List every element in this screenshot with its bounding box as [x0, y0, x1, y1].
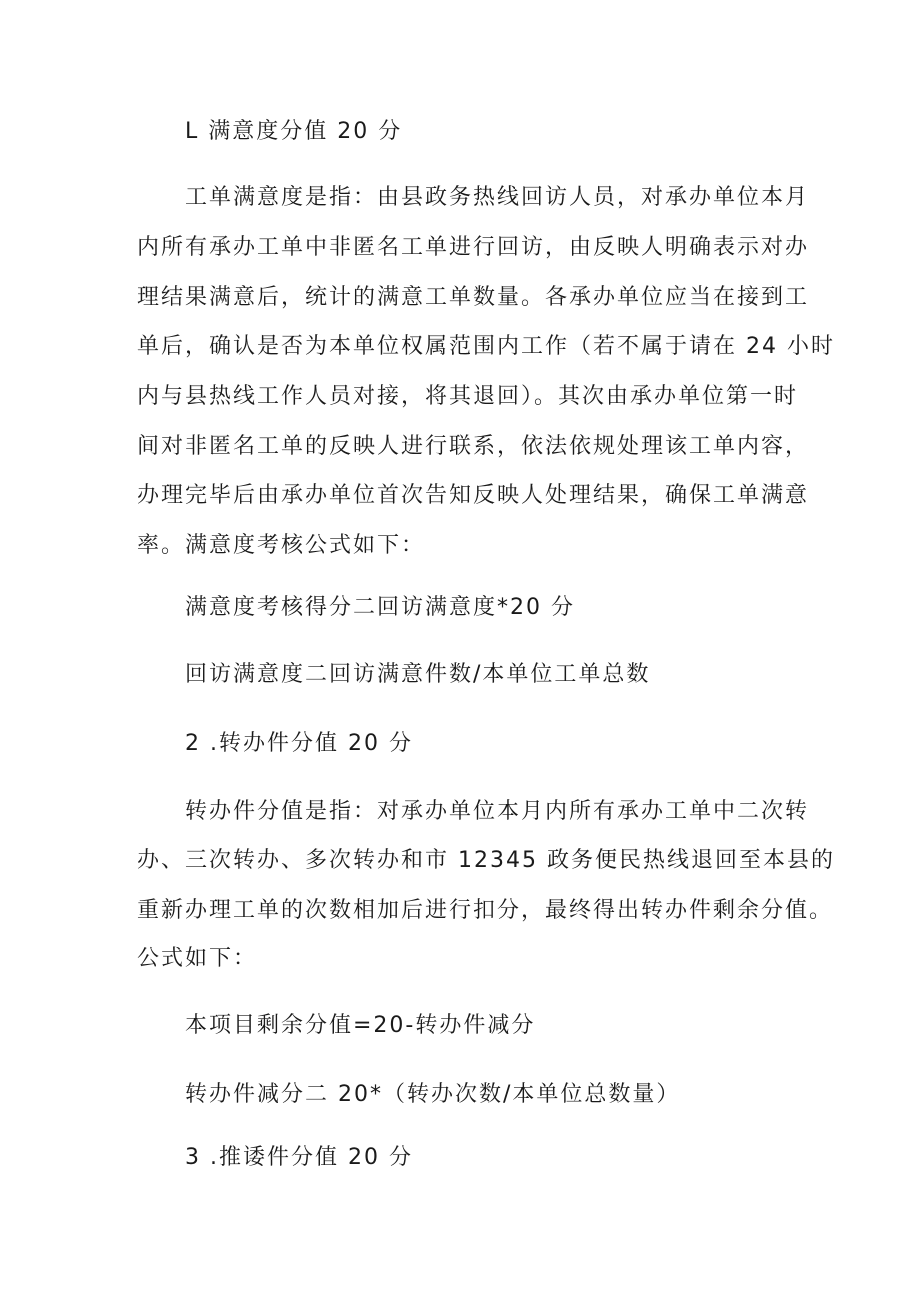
paragraph-line: 公式如下：	[137, 946, 258, 971]
paragraph-line: 重新办理工单的次数相加后进行扣分，最终得出转办件剩余分值。	[137, 898, 834, 923]
section-heading-satisfaction: L 满意度分值 20 分	[185, 119, 403, 144]
paragraph-line: 工单满意度是指：由县政务热线回访人员，对承办单位本月	[185, 185, 810, 210]
formula-line: 转办件减分二 20*（转办次数/本单位总数量）	[185, 1082, 681, 1107]
formula-line: 满意度考核得分二回访满意度*20 分	[185, 595, 575, 620]
paragraph-line: 单后，确认是否为本单位权属范围内工作（若不属于请在 24 小时	[137, 334, 835, 359]
paragraph-line: 内所有承办工单中非匿名工单进行回访，由反映人明确表示对办	[137, 235, 810, 260]
paragraph-line: 办、三次转办、多次转办和市 12345 政务便民热线退回至本县的	[137, 848, 835, 873]
paragraph-line: 内与县热线工作人员对接，将其退回）。其次由承办单位第一时	[137, 384, 799, 409]
paragraph-line: 理结果满意后，统计的满意工单数量。各承办单位应当在接到工	[137, 285, 810, 310]
paragraph-line: 办理完毕后由承办单位首次告知反映人处理结果，确保工单满意	[137, 483, 810, 508]
section-heading-shirking: 3 .推诿件分值 20 分	[185, 1145, 413, 1170]
formula-line: 本项目剩余分值=20-转办件减分	[185, 1013, 536, 1038]
section-heading-transfer: 2 .转办件分值 20 分	[185, 731, 413, 756]
paragraph-line: 间对非匿名工单的反映人进行联系，依法依规处理该工单内容，	[137, 434, 810, 459]
paragraph-line: 率。满意度考核公式如下：	[137, 533, 426, 558]
paragraph-line: 转办件分值是指：对承办单位本月内所有承办工单中二次转	[185, 799, 810, 824]
formula-line: 回访满意度二回访满意件数/本单位工单总数	[185, 662, 651, 687]
